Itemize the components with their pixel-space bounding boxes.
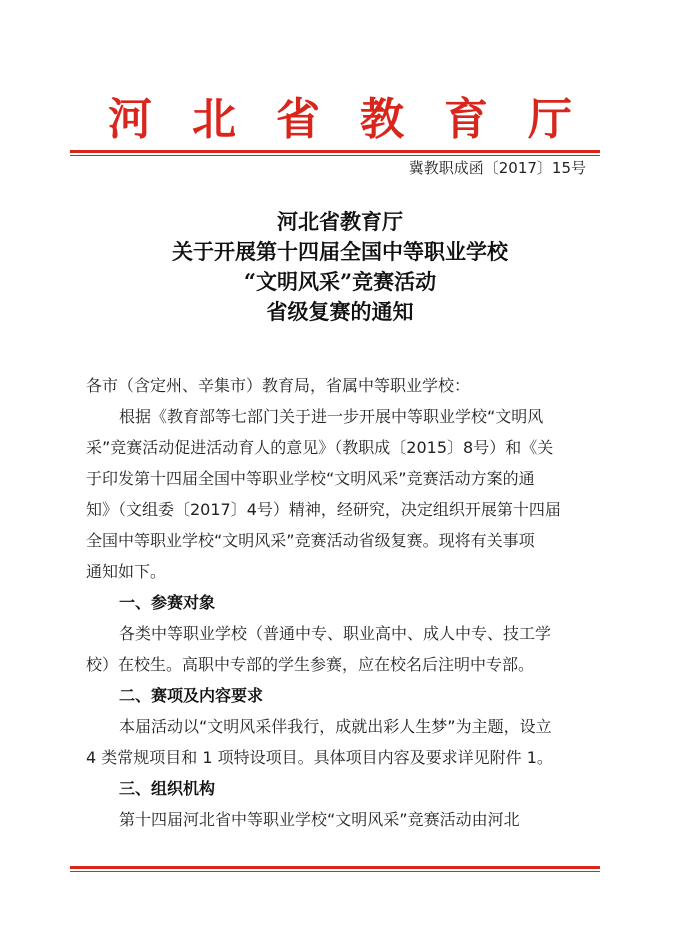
title-line: 省级复赛的通知 [266,299,414,324]
intro-line: 于印发第十四届全国中等职业学校“文明风采”竞赛活动方案的通 [86,469,535,488]
masthead-char: 教 [360,94,404,145]
masthead-char: 育 [444,94,488,145]
salutation: 各市（含定州、辛集市）教育局，省属中等职业学校： [86,376,471,395]
title-line: “文明风采”竞赛活动 [243,269,437,294]
section-line: 各类中等职业学校（普通中专、职业高中、成人中专、技工学 [119,624,552,643]
intro-line: 通知如下。 [86,562,167,581]
section-heading: 一、参赛对象 [119,593,216,612]
title-line: 河北省教育厅 [277,209,403,234]
masthead-char: 北 [192,94,236,145]
section-line: 校）在校生。高职中专部的学生参赛，应在校名后注明中专部。 [86,655,535,674]
document-number: 冀教职成函〔2017〕15号 [408,159,586,177]
section-line: 本届活动以“文明风采伴我行，成就出彩人生梦”为主题，设立 [119,717,552,736]
footer-red-rule-thin [70,871,600,872]
document-body [86,370,591,835]
masthead-char: 河 [108,94,152,145]
masthead [80,92,600,148]
intro-line: 知》（文组委〔2017〕4号）精神，经研究，决定组织开展第十四届 [86,500,561,519]
section-line: 第十四届河北省中等职业学校“文明风采”竞赛活动由河北 [119,810,520,829]
intro-line: 采”竞赛活动促进活动育人的意见》（教职成〔2015〕8号）和《关 [86,438,554,457]
intro-line: 根据《教育部等七部门关于进一步开展中等职业学校“文明风 [119,407,544,426]
masthead-red-rule-thin [70,155,600,156]
title-line: 关于开展第十四届全国中等职业学校 [172,239,508,264]
masthead-char: 省 [276,94,320,145]
document-title [70,207,610,327]
section-heading: 二、赛项及内容要求 [119,686,264,705]
section-heading: 三、组织机构 [119,779,216,798]
masthead-red-rule-thick [70,150,600,153]
intro-line: 全国中等职业学校“文明风采”竞赛活动省级复赛。现将有关事项 [86,531,535,550]
section-line: 4 类常规项目和 1 项特设项目。具体项目内容及要求详见附件 1。 [86,748,553,767]
footer-red-rule-thick [70,866,600,869]
masthead-char: 厅 [528,94,572,145]
